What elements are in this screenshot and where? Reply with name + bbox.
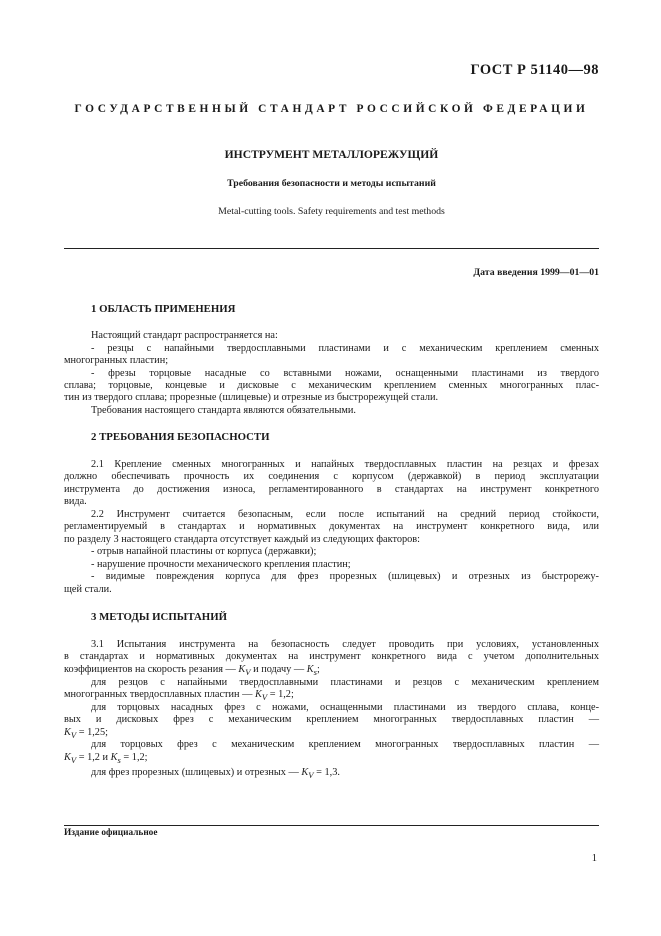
section-2-line: 2.1 Крепление сменных многогранных и напайных твердосплавных пластин на резцах и фрезах — [91, 459, 599, 470]
section-2-heading: 2 ТРЕБОВАНИЯ БЕЗОПАСНОСТИ — [91, 431, 270, 443]
section-3-line: 3.1 Испытания инструмента на безопасность следует проводить при условиях, установленных — [91, 639, 599, 650]
section-3-text: = 1,2 и — [78, 752, 109, 763]
section-3-text: и подачу — — [253, 664, 305, 675]
section-3-text: = 1,2; — [269, 689, 294, 700]
section-3-text: многогранных твердосплавных пластин — — [64, 689, 253, 700]
kv-symbol: $K_V$ — [64, 727, 77, 741]
section-2-line: - отрыв напайной пластины от корпуса (державки); — [91, 546, 317, 557]
ks-symbol: $K_s$ — [110, 752, 121, 766]
section-3-text: = 1,3. — [316, 767, 340, 778]
section-3-line: вых и дисковых фрез с механическим креплением многогранных твердосплавных пластин — — [64, 714, 599, 725]
kv-symbol: $K_V$ — [301, 767, 314, 781]
section-1-line: тин из твердого сплава; прорезные (шлицевые) и отрезные из быстрорежущей стали. — [64, 392, 439, 403]
section-3-line: для резцов с напайными твердосплавными пластинами и резцов с механическим креплением — [91, 677, 599, 688]
footer-rule — [64, 825, 599, 826]
section-2-line: вида. — [64, 496, 87, 507]
section-3-line: в стандартах и нормативных документах на инструмент конкретного вида с учетом дополнительных — [64, 651, 599, 662]
section-1-heading: 1 ОБЛАСТЬ ПРИМЕНЕНИЯ — [91, 303, 236, 315]
section-3-line — [64, 752, 599, 766]
section-3-line: для торцовых фрез с механическим креплением многогранных твердосплавных пластин — — [91, 739, 599, 750]
section-2-line: инструмента до достижения износа, регламентированного в стандартах на инструмент конкретного — [64, 484, 599, 495]
section-2-line: - нарушение прочности механического крепления пластин; — [91, 559, 351, 570]
header-rule — [64, 248, 599, 249]
section-2-line: регламентируемый в стандартах и нормативных документах на инструмент конкретного вида, или — [64, 521, 599, 532]
section-2-line: щей стали. — [64, 584, 112, 595]
section-3-line: для торцовых насадных фрез с ножами, оснащенными пластинами из твердого сплава, конце- — [91, 702, 599, 713]
section-3-line: коэффициентов на скорость резания — $K_V$ и подачу — $K_s$; — [64, 664, 320, 678]
section-3-line — [64, 689, 599, 703]
section-3-text: = 1,2; — [123, 752, 148, 763]
section-1-line: - фрезы торцовые насадные со вставными ножами, оснащенными пластинами из твердого — [91, 368, 599, 379]
document-title: ИНСТРУМЕНТ МЕТАЛЛОРЕЖУЩИЙ — [224, 148, 439, 161]
state-standard-heading: ГОСУДАРСТВЕННЫЙ СТАНДАРТ РОССИЙСКОЙ ФЕДЕРАЦИИ — [74, 103, 589, 115]
section-3-text: для фрез прорезных (шлицевых) и отрезных — — [91, 767, 299, 778]
section-1-line: - резцы с напайными твердосплавными пластинами и с механическим креплением сменных — [91, 343, 599, 354]
section-2-line: по разделу 3 настоящего стандарта отсутствует каждый из следующих факторов: — [64, 534, 421, 545]
official-edition-label: Издание официальное — [64, 828, 158, 838]
kv-symbol: $K_V$ — [238, 664, 251, 678]
section-1-line: Требования настоящего стандарта являются обязательными. — [91, 405, 356, 416]
kv-symbol: $K_V$ — [254, 689, 268, 703]
page-number: 1 — [591, 853, 597, 864]
section-2-line: должно обеспечивать прочность их соединения с корпусом (державкой) в период эксплуатации — [64, 471, 599, 482]
section-2-line: 2.2 Инструмент считается безопасным, если после испытаний на средний период стойкости, — [91, 509, 599, 520]
section-3-heading: 3 МЕТОДЫ ИСПЫТАНИЙ — [91, 611, 227, 623]
english-title: Metal-cutting tools. Safety requirements and test methods — [218, 206, 445, 217]
section-1-line: Настоящий стандарт распространяется на: — [91, 330, 278, 341]
kv-symbol: $K_V$ — [64, 752, 77, 766]
section-3-text: коэффициентов на скорость резания — — [64, 664, 236, 675]
introduction-date: Дата введения 1999—01—01 — [473, 267, 599, 278]
section-2-line: - видимые повреждения корпуса для фрез прорезных (шлицевых) и отрезных из быстрорежу- — [91, 571, 599, 582]
section-1-line: многогранных пластин; — [64, 355, 169, 366]
section-3-text: = 1,25; — [78, 727, 108, 738]
section-3-line — [91, 767, 599, 781]
document-subtitle: Требования безопасности и методы испытаний — [227, 178, 436, 189]
ks-symbol: $K_s$ — [306, 664, 317, 678]
document-code: ГОСТ Р 51140—98 — [470, 62, 599, 78]
section-1-line: сплава; торцовые, концевые и дисковые с механическим креплением сменных многогранных плас- — [64, 380, 599, 391]
